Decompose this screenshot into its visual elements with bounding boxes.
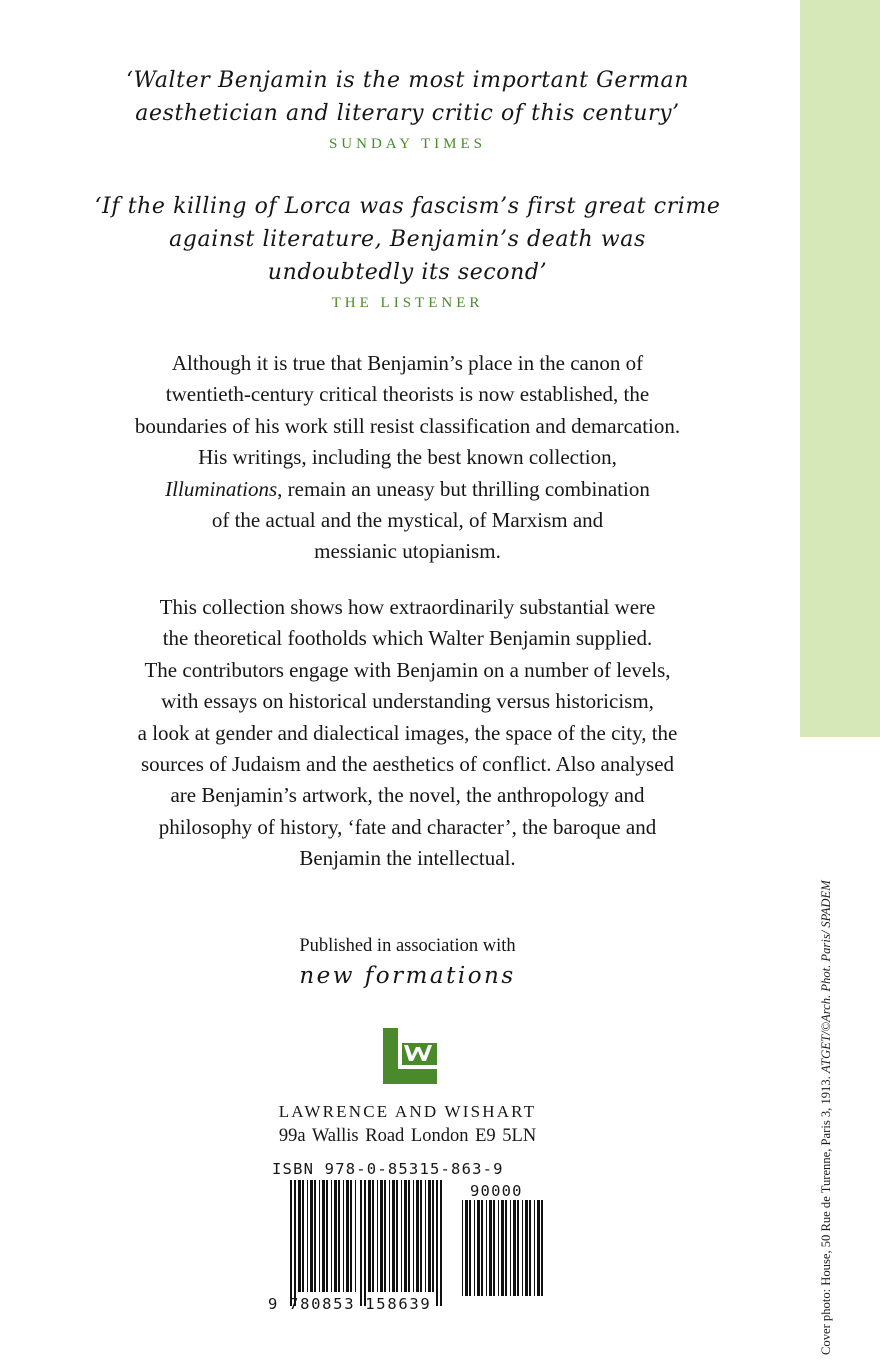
isbn-number: ISBN 978-0-85315-863-9 <box>272 1160 504 1178</box>
publisher-block <box>0 1102 815 1147</box>
blurb-paragraph-1: Although it is true that Benjamin’s place in the canon of twentieth-century critical theorists is now established, the boundaries of his work still resist classification and demarcation. His writings, including the best known collection, Illuminations, remain an uneasy but thrilling combination of the actual and the mystical, of Marxism and messianic utopianism. <box>134 351 681 564</box>
quote-the-listener <box>0 190 815 312</box>
book-title-illuminations: Illuminations <box>165 476 278 501</box>
publisher-address: 99a Wallis Road London E9 5LN <box>278 1126 537 1146</box>
association-label: Published in association with <box>299 936 516 956</box>
ean-digits: 9 780853 158639 <box>268 1295 432 1313</box>
quote-source: SUNDAY TIMES <box>328 136 487 152</box>
addon-barcode <box>460 1200 544 1300</box>
journal-name: new formations <box>299 963 516 989</box>
cover-photo-credit: Cover photo: House, 50 Rue de Turenne, Paris 3, 1913. ATGET/©Arch. Phot. Paris/ SPADEM <box>819 880 833 1355</box>
quote-text: ‘Walter Benjamin is the most important German aesthetician and literary critic of this century’ <box>125 68 690 126</box>
blurb-paragraph-2: This collection shows how extraordinarily substantial were the theoretical footholds which Walter Benjamin supplied. The contributors engage with Benjamin on a number of levels, with essays on historical understanding versus historicism, a look at gender and dialectical images, the space of the city, the sources of Judaism and the aesthetics of conflict. Also analysed are Benjamin’s artwork, the novel, the anthropology and philosophy of history, ‘fate and character’, the baroque and Benjamin the intellectual. <box>137 595 678 871</box>
quote-source: THE LISTENER <box>331 295 484 311</box>
publisher-name: LAWRENCE AND WISHART <box>278 1102 537 1121</box>
lw-logo-icon <box>380 1025 440 1085</box>
association-block <box>0 936 815 989</box>
ean-barcode <box>280 1180 452 1308</box>
quote-text: ‘If the killing of Lorca was fascism’s first great crime against literature, Benjamin’s death was undoubtedly its second’ <box>94 194 721 285</box>
price-code: 90000 <box>470 1182 523 1200</box>
quote-sunday-times <box>0 64 815 153</box>
